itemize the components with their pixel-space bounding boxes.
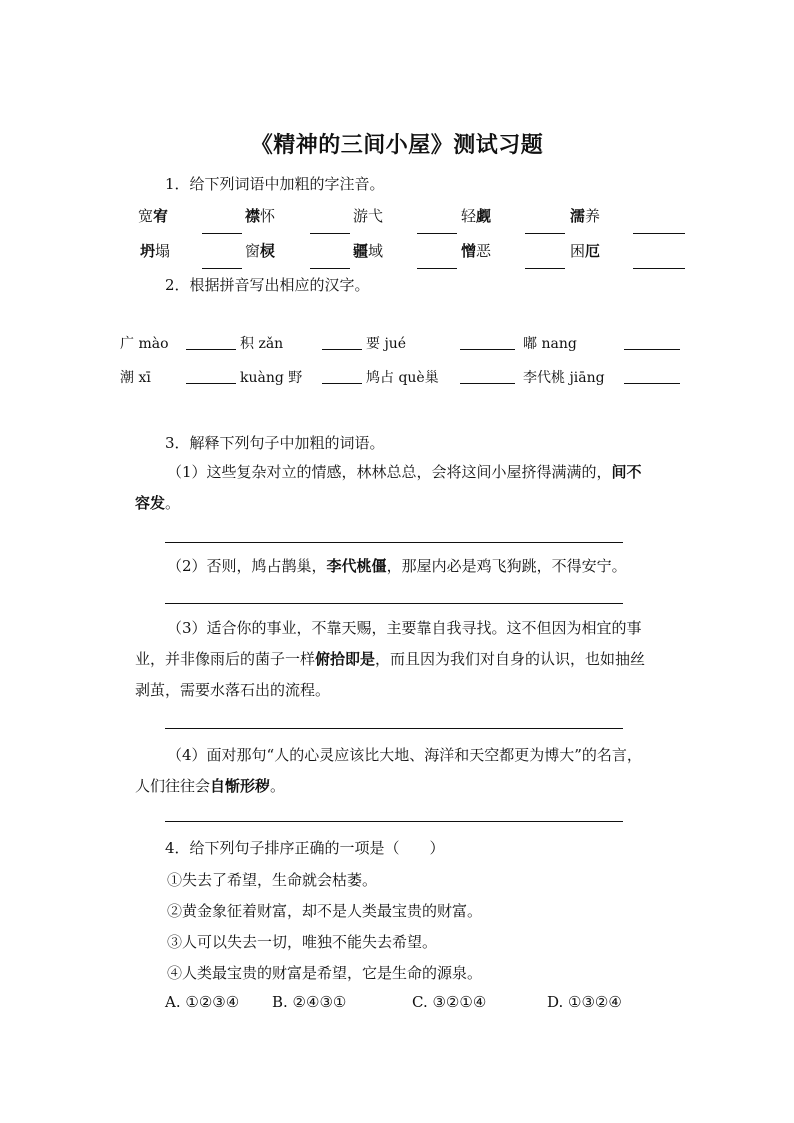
q4-option-c[interactable]: C. ③②①④ [412,993,487,1011]
q2-blank-7[interactable] [460,369,515,384]
q2-item-7: 鸠占 què巢 [366,370,439,386]
q3-heading: 3．解释下列句子中加粗的词语。 [165,434,385,452]
q1-word-10: 困厄 [570,242,601,260]
q2-item-5: 潮 xī [120,370,151,386]
q1-blank-8[interactable] [417,254,457,269]
q4-option-a[interactable]: A. ①②③④ [165,993,240,1011]
q1-word-7: 窗棂 [245,242,276,260]
q1-blank-1[interactable] [202,219,242,234]
q1-word-1: 宽宥 [138,207,169,225]
q3-answer-line-2[interactable] [165,603,623,604]
q4-option-b[interactable]: B. ②④③① [272,993,347,1011]
q1-word-9: 憎恶 [461,242,492,260]
q4-item-3: ③人可以失去一切，唯独不能失去希望。 [167,933,438,951]
q1-word-2: 襟怀 [245,207,276,225]
q2-blank-3[interactable] [460,335,515,350]
q4-heading: 4．给下列句子排序正确的一项是（ ） [165,839,445,857]
q1-blank-7[interactable] [310,254,350,269]
q1-heading: 1．给下列词语中加粗的字注音。 [165,175,385,193]
q3-answer-line-1[interactable] [165,542,623,543]
q2-row2 [0,367,794,389]
q2-heading: 2．根据拼音写出相应的汉字。 [165,276,370,294]
q4-item-2: ②黄金象征着财富，却不是人类最宝贵的财富。 [167,902,483,920]
page-title: 《精神的三间小屋》测试习题 [250,133,544,158]
q2-item-2: 积 zǎn [240,336,284,352]
q2-blank-2[interactable] [322,335,362,350]
q1-word-6: 坍塌 [140,242,171,260]
q3-sentence-3: （3）适合你的事业，不靠天赐，主要靠自我寻找。这不但因为相宜的事 业，并非像雨后的菌子一样俯拾即是，而且因为我们对自身的认识，也如抽丝 剥茧，需要水落石出的流程。 [135,619,646,699]
q4-item-4: ④人类最宝贵的财富是希望，它是生命的源泉。 [167,964,483,982]
q2-blank-8[interactable] [624,369,680,384]
q2-item-3: 要 jué [366,336,407,352]
q1-blank-4[interactable] [525,219,565,234]
q4-option-d[interactable]: D. ①③②④ [547,993,622,1011]
q1-word-8: 疆域 [353,242,384,260]
q2-item-1: 广 mào [120,336,169,352]
q1-blank-9[interactable] [525,254,565,269]
q1-blank-2[interactable] [310,219,350,234]
q1-blank-5[interactable] [633,219,685,234]
q3-sentence-2: （2）否则，鸠占鹊巢，李代桃僵，那屋内必是鸡飞狗跳，不得安宁。 [167,557,627,575]
q3-sentence-4: （4）面对那句“人的心灵应该比大地、海洋和天空都更为博大”的名言， 人们往往会自惭形秽。 [135,746,642,795]
q2-blank-1[interactable] [186,335,236,350]
q1-row2 [0,240,794,262]
q1-blank-3[interactable] [417,219,457,234]
q4-item-1: ①失去了希望，生命就会枯萎。 [167,871,378,889]
q3-answer-line-4[interactable] [165,821,623,822]
q1-word-5: 濡养 [570,207,601,225]
q1-word-4: 轻觑 [461,207,492,225]
q3-sentence-1: （1）这些复杂对立的情感，林林总总，会将这间小屋挤得满满的，间不 容发。 [135,463,642,512]
q2-blank-5[interactable] [186,369,236,384]
q1-row1 [0,205,794,227]
q2-row1 [0,333,794,355]
q2-blank-4[interactable] [624,335,680,350]
q2-item-4: 嘟 nang [523,336,577,352]
q2-item-8: 李代桃 jiāng [523,370,605,386]
q1-blank-10[interactable] [633,254,685,269]
q2-item-6: kuàng 野 [240,370,303,386]
q1-blank-6[interactable] [202,254,242,269]
q1-word-3: 游弋 [353,207,384,225]
q3-answer-line-3[interactable] [165,728,623,729]
q2-blank-6[interactable] [322,369,362,384]
